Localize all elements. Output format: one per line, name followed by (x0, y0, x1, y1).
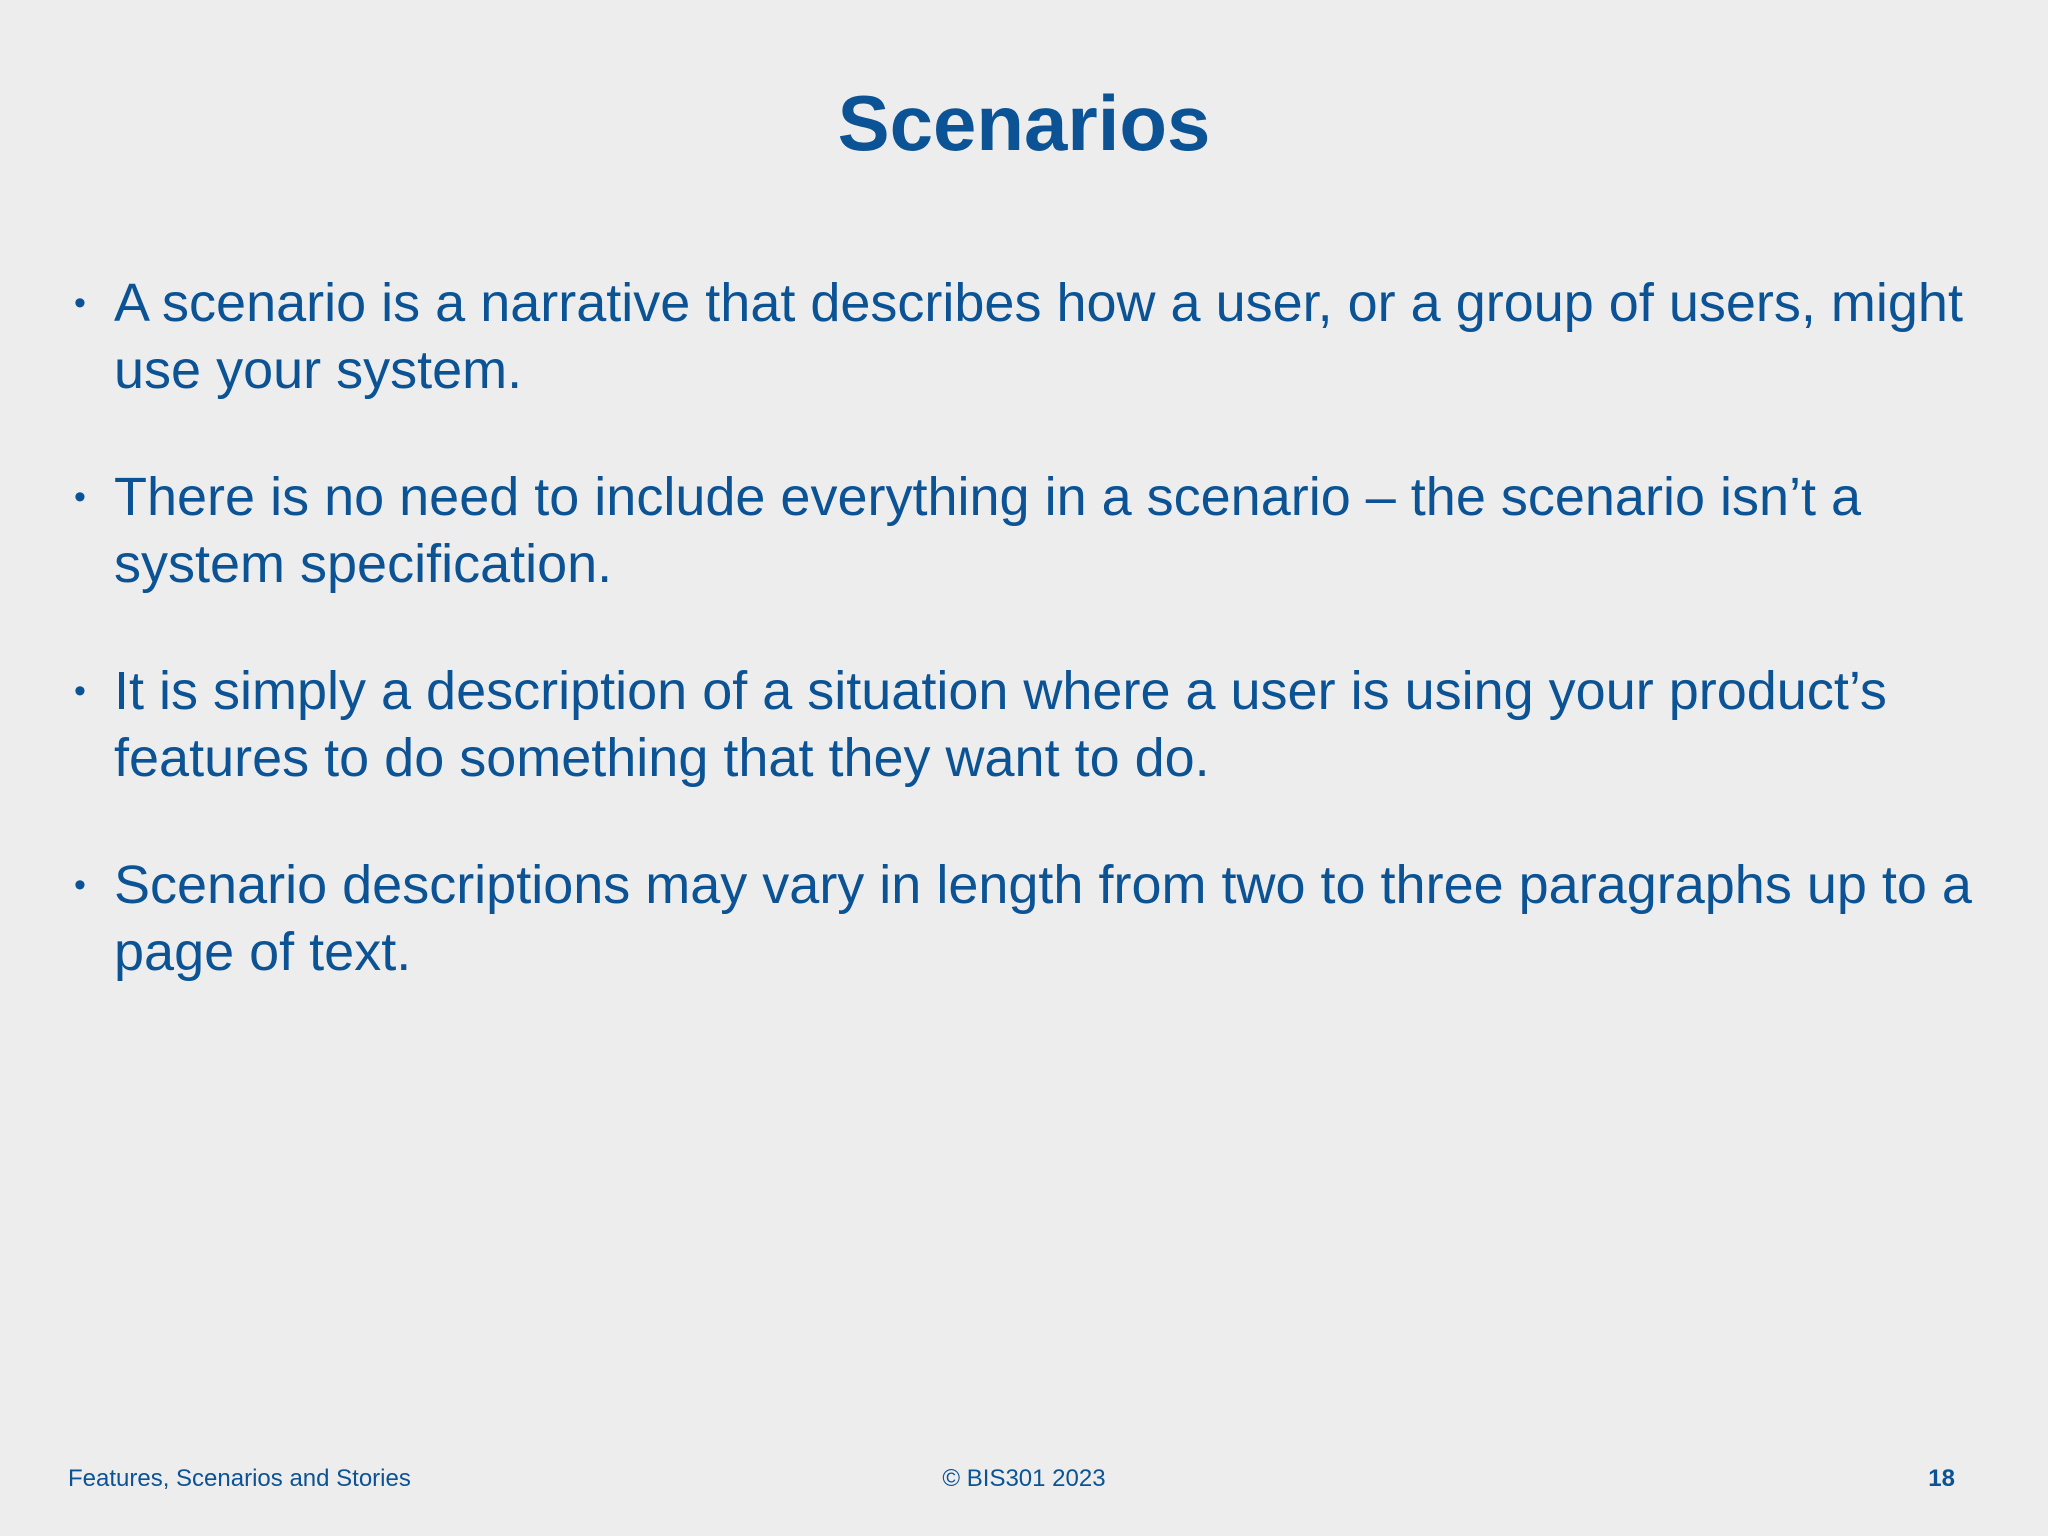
slide-title: Scenarios (837, 79, 1211, 167)
bullet-text: It is simply a description of a situation where a user is using your product’s features to do something that they want to do. (114, 661, 1887, 788)
bullet-item (70, 658, 1974, 792)
bullet-marker-icon: • (74, 478, 86, 516)
bullet-item (70, 270, 1974, 404)
bullet-text: A scenario is a narrative that describes how a user, or a group of users, might use your system. (114, 273, 1963, 400)
footer-course-title: Features, Scenarios and Stories (68, 1465, 411, 1492)
page-number: 18 (1928, 1465, 1955, 1492)
bullet-item (70, 464, 1974, 598)
bullet-marker-icon: • (74, 866, 86, 904)
bullet-list (70, 270, 1972, 1046)
footer-copyright: © BIS301 2023 (942, 1465, 1106, 1492)
bullet-marker-icon: • (74, 284, 86, 322)
bullet-text: Scenario descriptions may vary in length from two to three paragraphs up to a page of text. (114, 855, 1972, 982)
bullet-marker-icon: • (74, 672, 86, 710)
bullet-item (70, 852, 1974, 986)
bullet-text: There is no need to include everything in a scenario – the scenario isn’t a system specification. (114, 467, 1862, 594)
